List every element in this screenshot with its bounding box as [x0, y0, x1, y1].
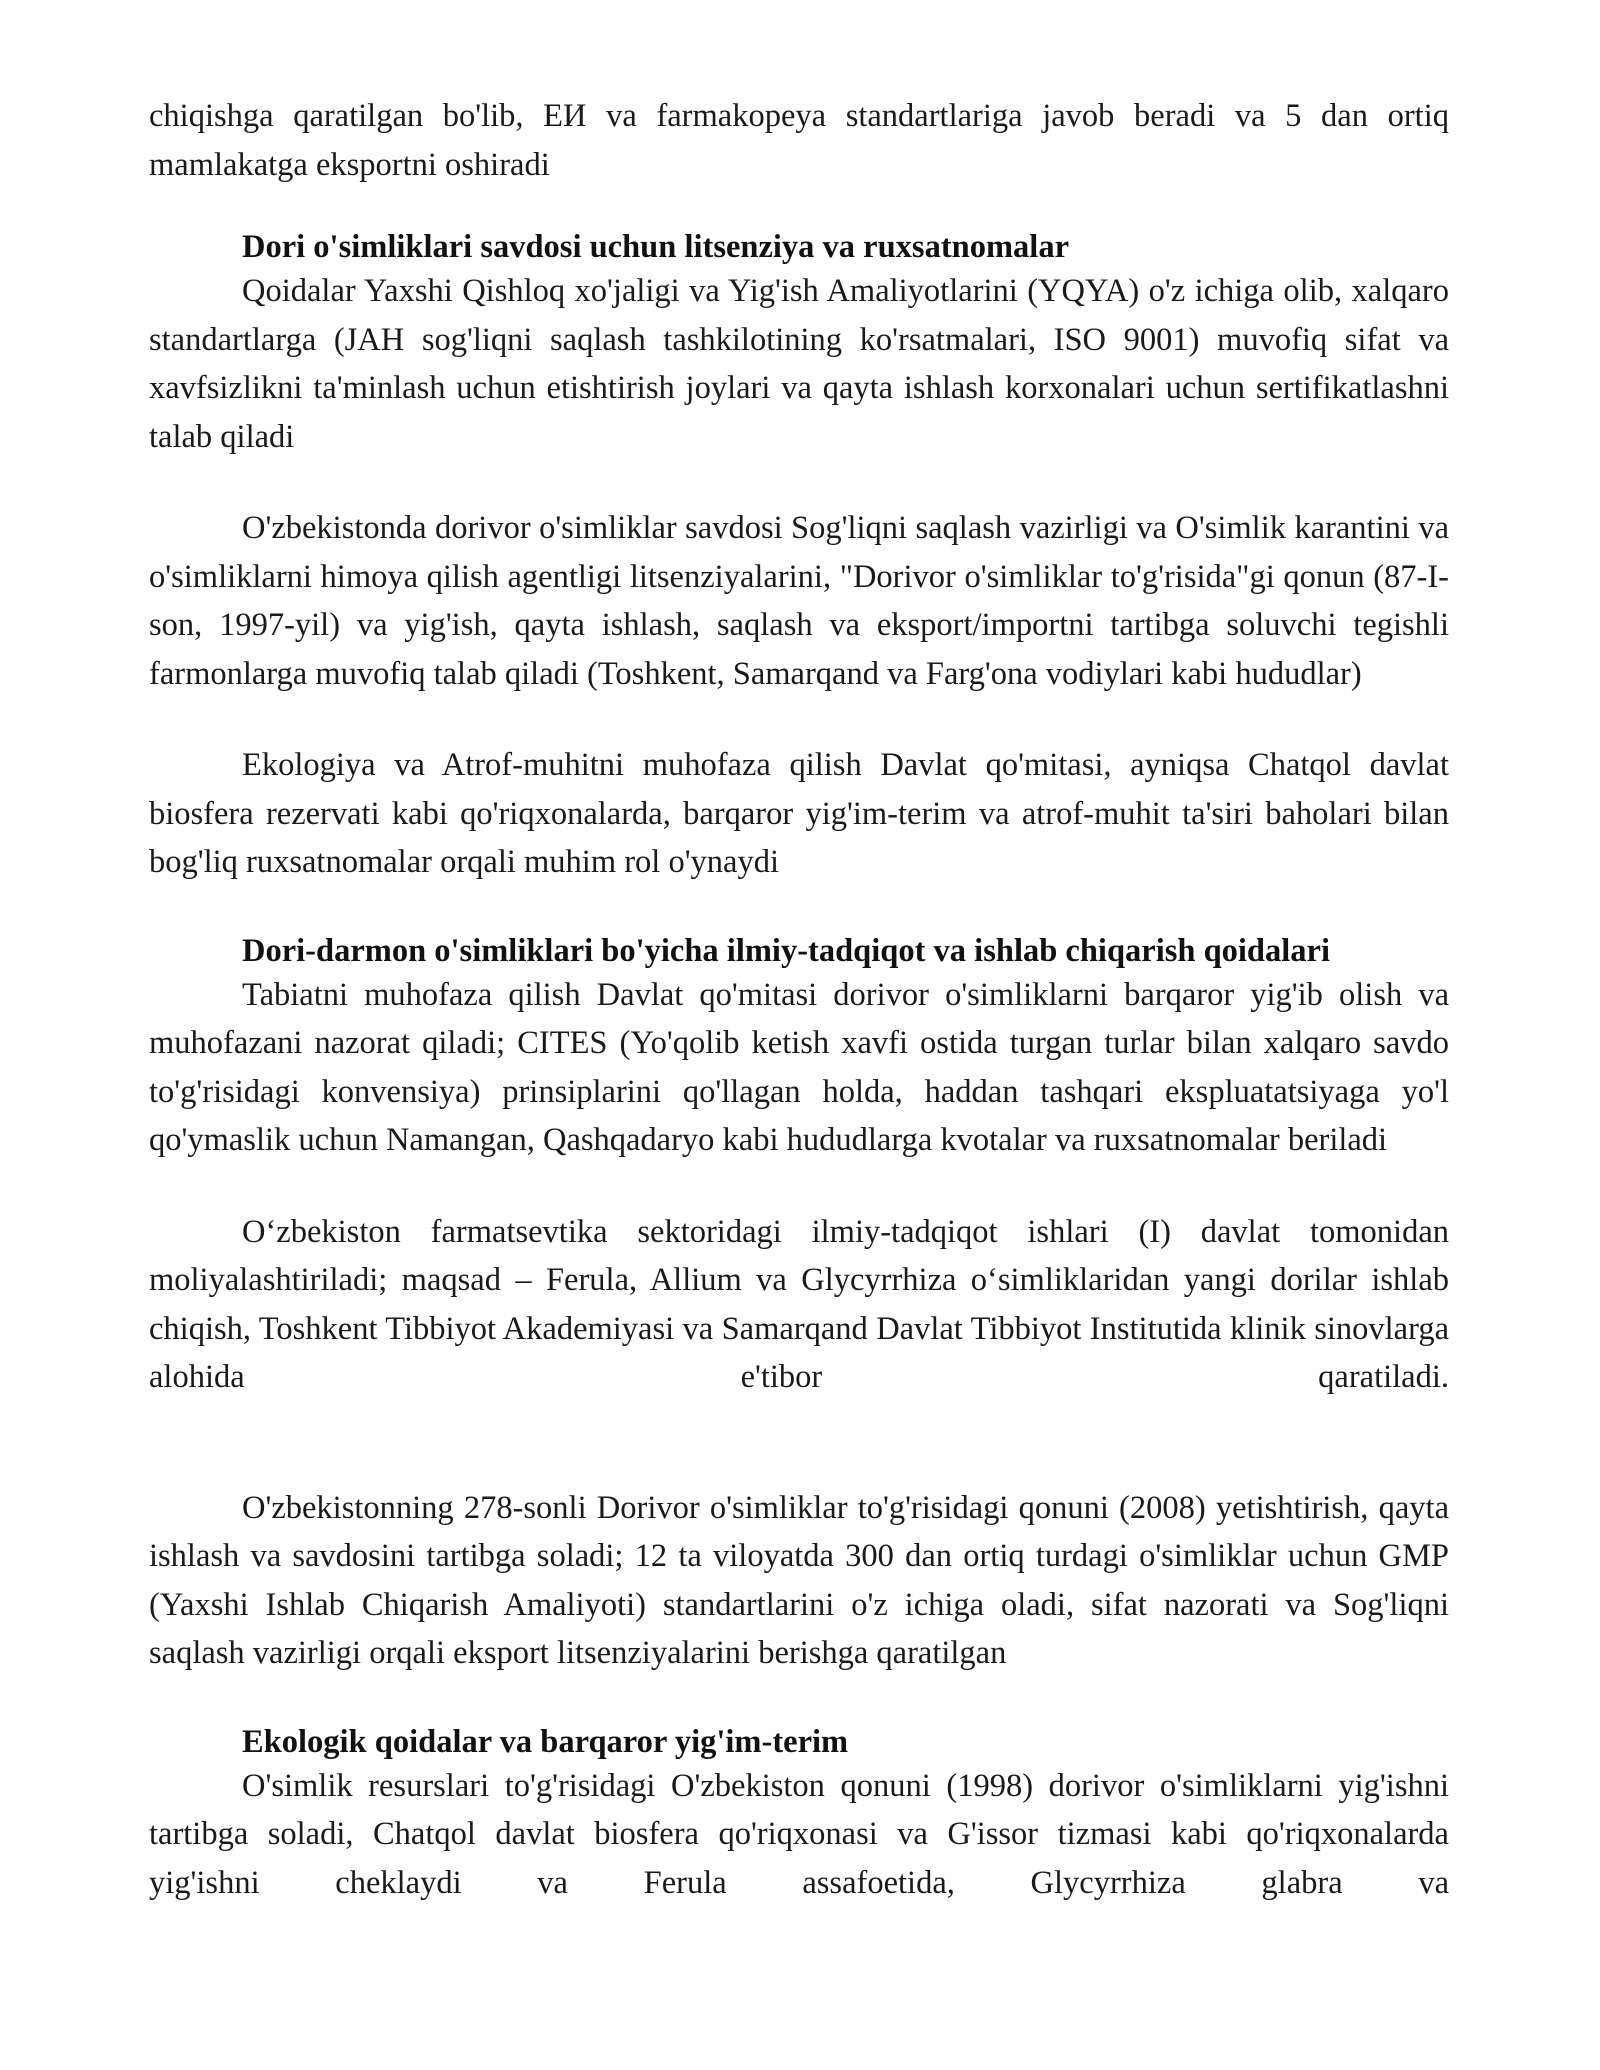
paragraph-trade-licensing: O'zbekistonda dorivor o'simliklar savdosi Sog'liqni saqlash vazirligi va O'simlik karantini va o'simliklarni himoya qilish agentligi litsenziyalarini, "Dorivor o'simliklar to'g'risida"gi qonun (87-I-son, 1997-yil) va yig'ish, qayta ishlash, saqlash va eksport/importni tartibga soluvchi tegishli farmonlarga muvofiq talab qiladi (Toshkent, Samarqand va Farg'ona vodiylari kabi hududlar): [149, 510, 1449, 692]
section-heading-ecology: Ekologik qoidalar va barqaror yig'im-terim: [242, 1723, 849, 1760]
intro-paragraph-tail: chiqishga qaratilgan bo'lib, EИ va farmakopeya standartlariga javob beradi va 5 dan ortiq mamlakatga eksportni oshiradi: [149, 98, 1449, 183]
paragraph-nature-protection: Tabiatni muhofaza qilish Davlat qo'mitasi dorivor o'simliklarni barqaror yig'ib olish va muhofazani nazorat qiladi; CITES (Yo'qolib ketish xavfi ostida turgan turlar bilan xalqaro savdo to'g'risidagi konvensiya) prinsiplarini qo'llagan holda, haddan tashqari ekspluatatsiyaga yo'l qo'ymaslik uchun Namangan, Qashqadaryo kabi hududlarga kvotalar va ruxsatnomalar beriladi: [149, 976, 1449, 1158]
document-page: [149, 92, 1449, 1907]
section-ecology-harvest: [149, 1722, 1449, 1908]
paragraph-law-278: O'zbekistonning 278-sonli Dorivor o'simliklar to'g'risidagi qonuni (2008) yetishtirish, qayta ishlash va savdosini tartibga soladi; 12 ta viloyatda 300 dan ortiq turdagi o'simliklar uchun GMP (Yaxshi Ishlab Chiqarish Amaliyoti) standartlarini o'z ichiga oladi, sifat nazorati va Sog'liqni saqlash vazirligi orqali eksport litsenziyalarini berishga qaratilgan: [149, 1489, 1449, 1671]
section-heading-research: Dori-darmon o'simliklari bo'yicha ilmiy-tadqiqot va ishlab chiqarish qoidalari: [242, 932, 1330, 969]
paragraph-ecology-committee: Ekologiya va Atrof-muhitni muhofaza qilish Davlat qo'mitasi, ayniqsa Chatqol davlat biosfera rezervati kabi qo'riqxonalarda, barqaror yig'im-terim va atrof-muhit ta'siri baholari bilan bog'liq ruxsatnomalar orqali muhim rol o'ynaydi: [149, 747, 1449, 880]
section-licenses: [149, 227, 1449, 887]
section-research-production: [149, 931, 1449, 1678]
paragraph-pharma-research: O‘zbekiston farmatsevtika sektoridagi ilmiy-tadqiqot ishlari (I) davlat tomonidan moliyalashtiriladi; maqsad – Ferula, Allium va Glycyrrhiza o‘simliklaridan yangi dorilar ishlab chiqish, Toshkent Tibbiyot Akademiyasi va Samarqand Davlat Tibbiyot Institutida klinik sinovlarga alohida e'tibor qaratiladi.: [149, 1213, 1449, 1395]
section-heading-licenses: Dori o'simliklari savdosi uchun litsenziya va ruxsatnomalar: [242, 229, 1070, 265]
paragraph-gap-rules: Qoidalar Yaxshi Qishloq xo'jaligi va Yig'ish Amaliyotlarini (YQYA) o'z ichiga olib, xalqaro standartlarga (JAH sog'liqni saqlash tashkilotining ko'rsatmalari, ISO 9001) muvofiq sifat va xavfsizlikni ta'minlash uchun etishtirish joylari va qayta ishlash korxonalari uchun sertifikatlashni talab qiladi: [149, 273, 1449, 455]
paragraph-plant-resources-law: O'simlik resurslari to'g'risidagi O'zbekiston qonuni (1998) dorivor o'simliklarni yig'ishni tartibga soladi, Chatqol davlat biosfera qo'riqxonasi va G'issor tizmasi kabi qo'riqxonalarda yig'ishni cheklaydi va Ferula assafoetida, Glycyrrhiza glabra va: [149, 1767, 1449, 1901]
